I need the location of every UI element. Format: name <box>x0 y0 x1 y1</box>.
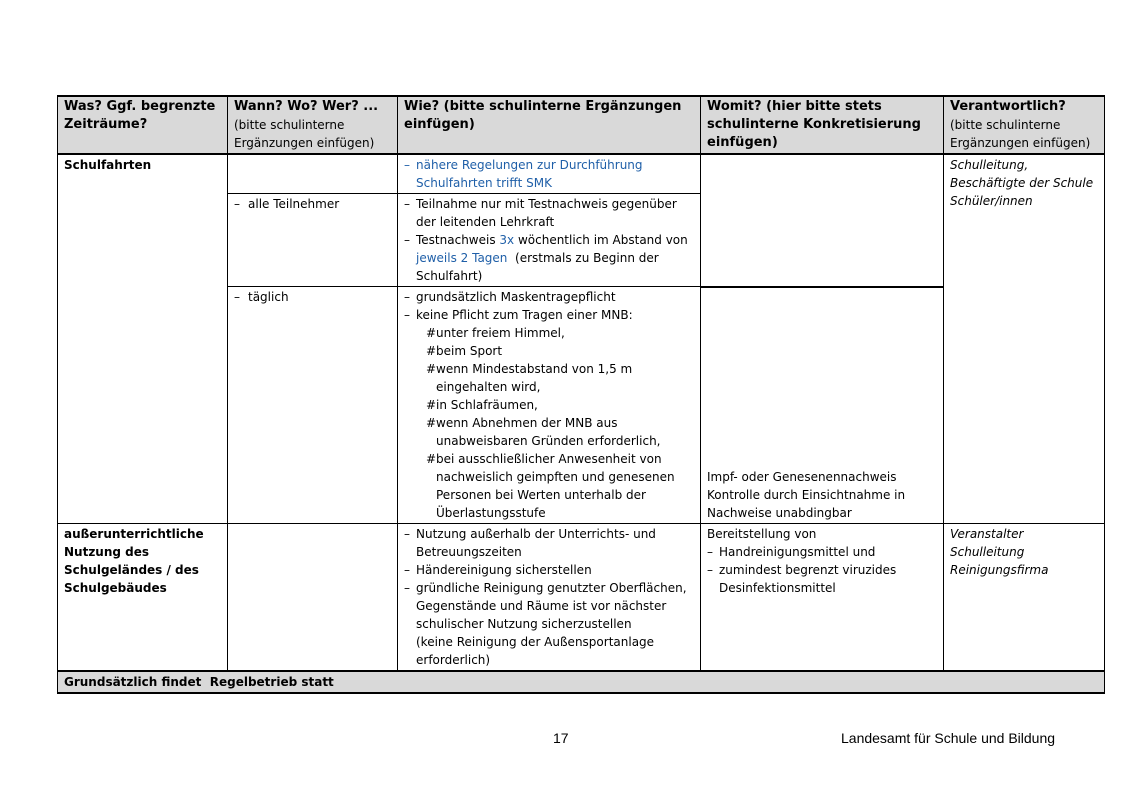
header-responsible-title: Verantwortlich? <box>950 99 1066 114</box>
list-item: – Handreinigungsmittel und <box>707 543 937 561</box>
publisher-name: Landesamt für Schule und Bildung <box>841 730 1056 746</box>
list-item-text: keine Pflicht zum Tragen einer MNB: <box>416 308 633 322</box>
header-when-sub: (bitte schulinterne Ergänzungen einfügen) <box>234 118 375 150</box>
list-item: – nähere Regelungen zur Durchführung Schulfahrten trifft SMK <box>404 156 694 192</box>
text-span: 3x <box>499 233 515 247</box>
list-item: – gründliche Reinigung genutzter Oberflächen, Gegenstände und Räume ist vor nächster schulischer Nutzung sicherzustellen <box>404 579 694 633</box>
cell-ausser-what: außerunterrichtliche Nutzung des Schulgeländes / des Schulgebäudes <box>58 524 228 672</box>
hash-item: # bei ausschließlicher Anwesenheit von nachweislich geimpften und genesenen Personen bei Werten unterhalb der Überlastungsstufe <box>426 450 694 522</box>
list-item: – Händereinigung sicherstellen <box>404 561 694 579</box>
table-header-row <box>58 96 1105 154</box>
header-responsible <box>944 96 1105 154</box>
list-item <box>404 231 694 285</box>
cell-empty <box>228 524 398 672</box>
header-how: Wie? (bitte schulinterne Ergänzungen einfügen) <box>398 96 701 154</box>
cell-schulfahrten-responsible <box>944 154 1105 524</box>
cell-schulfahrten-how-3 <box>398 287 701 524</box>
text-span: wöchentlich im Abstand von <box>514 233 688 247</box>
header-responsible-sub: (bitte schulinterne Ergänzungen einfügen) <box>950 118 1091 150</box>
cell-schulfahrten-what: Schulfahrten <box>58 154 228 524</box>
header-when <box>228 96 398 154</box>
responsible-line: Beschäftigte der Schule <box>950 176 1094 190</box>
table-footer-row <box>58 671 1105 693</box>
list-item: – Nutzung außerhalb der Unterrichts- und Betreuungszeiten <box>404 525 694 561</box>
hash-item: # beim Sport <box>426 342 694 360</box>
page-number: 17 <box>553 730 569 746</box>
header-what: Was? Ggf. begrenzte Zeiträume? <box>58 96 228 154</box>
header-when-title: Wann? Wo? Wer? ... <box>234 99 379 114</box>
hash-item: # in Schlafräumen, <box>426 396 694 414</box>
text-span: jeweils 2 Tagen <box>416 251 508 265</box>
cell-empty <box>701 154 944 287</box>
list-item: – alle Teilnehmer <box>234 195 391 213</box>
cell-schulfahrten-with-3: Impf- oder Genesenennachweis Kontrolle durch Einsichtnahme in Nachweise unabdingbar <box>701 287 944 524</box>
cell-schulfahrten-how-1 <box>398 154 701 194</box>
list-item <box>404 306 694 522</box>
table-row <box>58 154 1105 194</box>
list-item: – täglich <box>234 288 391 306</box>
text-span: (erstmals zu Beginn der Schulfahrt) <box>416 251 663 283</box>
cell-ausser-responsible <box>944 524 1105 672</box>
table-row <box>58 524 1105 672</box>
footer-row-text: Grundsätzlich findet Regelbetrieb statt <box>58 671 1105 693</box>
cell-schulfahrten-how-2 <box>398 194 701 287</box>
responsible-line: Veranstalter <box>950 527 1024 541</box>
note-text: (keine Reinigung der Außensportanlage erforderlich) <box>416 635 655 667</box>
responsible-line: Schulleitung <box>950 545 1025 559</box>
with-intro: Bereitstellung von <box>707 527 817 541</box>
list-item: – Teilnahme nur mit Testnachweis gegenüber der leitenden Lehrkraft <box>404 195 694 231</box>
responsible-line: Schüler/innen <box>950 194 1033 208</box>
cell-schulfahrten-when-3 <box>228 287 398 524</box>
text-span: Testnachweis <box>416 233 500 247</box>
list-item: – grundsätzlich Maskentragepflicht <box>404 288 694 306</box>
cell-empty <box>228 154 398 194</box>
responsible-line: Reinigungsfirma <box>950 563 1049 577</box>
hygiene-plan-table <box>57 95 1105 694</box>
cell-ausser-how <box>398 524 701 672</box>
responsible-line: Schulleitung, <box>950 158 1029 172</box>
hash-item: # wenn Mindestabstand von 1,5 m eingehalten wird, <box>426 360 694 396</box>
hash-item: # unter freiem Himmel, <box>426 324 694 342</box>
hash-item: # wenn Abnehmen der MNB aus unabweisbaren Gründen erforderlich, <box>426 414 694 450</box>
cell-schulfahrten-when-2 <box>228 194 398 287</box>
cell-ausser-with <box>701 524 944 672</box>
header-with: Womit? (hier bitte stets schulinterne Konkretisierung einfügen) <box>701 96 944 154</box>
list-item: – zumindest begrenzt viruzides Desinfektionsmittel <box>707 561 937 597</box>
